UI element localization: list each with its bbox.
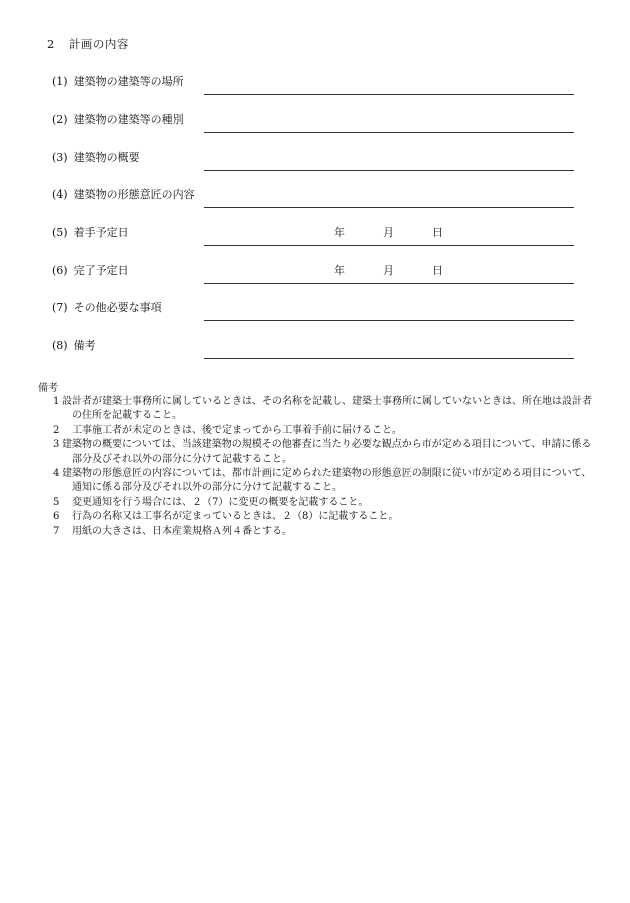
field-index: (1): [52, 75, 68, 88]
note-item: [38, 467, 600, 496]
field-label-text: 建築物の建築等の種別: [73, 113, 184, 126]
field-location: [52, 73, 582, 111]
field-design: [52, 186, 582, 224]
note-number: 2: [53, 424, 60, 436]
field-label: [52, 186, 195, 202]
entry-line[interactable]: [204, 132, 574, 133]
field-label: [52, 73, 184, 89]
field-label-text: 完了予定日: [73, 264, 129, 277]
note-text: 用紙の大きさは、日本産業規格Ａ列４番とする。: [72, 525, 292, 537]
year-label: 年: [334, 226, 345, 239]
entry-line[interactable]: [204, 320, 574, 321]
field-index: (8): [52, 339, 68, 352]
field-label: [52, 224, 129, 240]
note-number: 5: [53, 496, 60, 508]
entry-line[interactable]: [204, 245, 574, 246]
field-label-text: 建築物の概要: [73, 151, 140, 164]
entry-line[interactable]: [204, 94, 574, 95]
entry-line[interactable]: [204, 283, 574, 284]
field-index: (3): [52, 151, 68, 164]
entry-line[interactable]: [204, 207, 574, 208]
field-other: [52, 299, 582, 337]
month-label: 月: [383, 226, 394, 239]
field-type: [52, 111, 582, 149]
note-number: 1: [53, 396, 60, 407]
note-text: 変更通知を行う場合には、２（7）に変更の概要を記載すること。: [72, 496, 369, 508]
note-item: [38, 496, 600, 510]
field-overview: [52, 149, 582, 187]
field-index: (6): [52, 264, 68, 277]
field-remarks: [52, 337, 582, 375]
note-number: 7: [53, 525, 60, 537]
entry-line[interactable]: [204, 358, 574, 359]
field-label-text: 着手予定日: [73, 226, 129, 239]
section-title-text: 計画の内容: [68, 37, 129, 51]
notes-list: [38, 395, 600, 539]
note-text: 建築物の概要については、当該建築物の規模その他審査に当たり必要な観点から市が定める項目について、申請に係る部分及びそれ以外の部分に分けて記載すること。: [62, 439, 592, 465]
month-label: 月: [383, 264, 394, 277]
day-label: 日: [432, 264, 443, 277]
field-start-date: [52, 224, 582, 262]
field-index: (2): [52, 113, 68, 126]
field-end-date: [52, 262, 582, 300]
field-label: [52, 299, 162, 315]
note-item: [38, 395, 600, 424]
note-text: 行為の名称又は工事名が定まっているときは、２（8）に記載すること。: [72, 511, 399, 523]
field-index: (7): [52, 301, 68, 314]
field-label-text: 建築物の形態意匠の内容: [73, 188, 195, 201]
notes-heading: 備考: [38, 383, 58, 394]
field-label: [52, 337, 96, 353]
entry-line[interactable]: [204, 170, 574, 171]
note-item: [38, 424, 600, 438]
note-number: 6: [53, 511, 60, 523]
field-label: [52, 149, 140, 165]
section-title: [47, 36, 129, 52]
field-label-text: その他必要な事項: [73, 301, 162, 314]
note-item: [38, 510, 600, 524]
note-number: 4: [53, 468, 60, 480]
note-item: [38, 525, 600, 539]
field-label-text: 備考: [73, 339, 96, 352]
field-index: (5): [52, 226, 68, 239]
day-label: 日: [432, 226, 443, 239]
year-label: 年: [334, 264, 345, 277]
note-number: 3: [53, 439, 60, 451]
field-label: [52, 262, 129, 278]
field-label-text: 建築物の建築等の場所: [73, 75, 184, 88]
section-number: 2: [47, 37, 55, 51]
field-index: (4): [52, 188, 68, 201]
note-text: 工事施工者が未定のときは、後で定まってから工事着手前に届けること。: [72, 424, 402, 436]
note-text: 建築物の形態意匠の内容については、都市計画に定められた建築物の形態意匠の制限に従い市が定める項目について、通知に係る部分及びそれ以外の部分に分けて記載すること。: [62, 468, 592, 494]
note-item: [38, 438, 600, 467]
note-text: 設計者が建築士事務所に属しているときは、その名称を記載し、建築士事務所に属していないときは、所在地は設計者の住所を記載すること。: [62, 396, 592, 422]
field-label: [52, 111, 184, 127]
